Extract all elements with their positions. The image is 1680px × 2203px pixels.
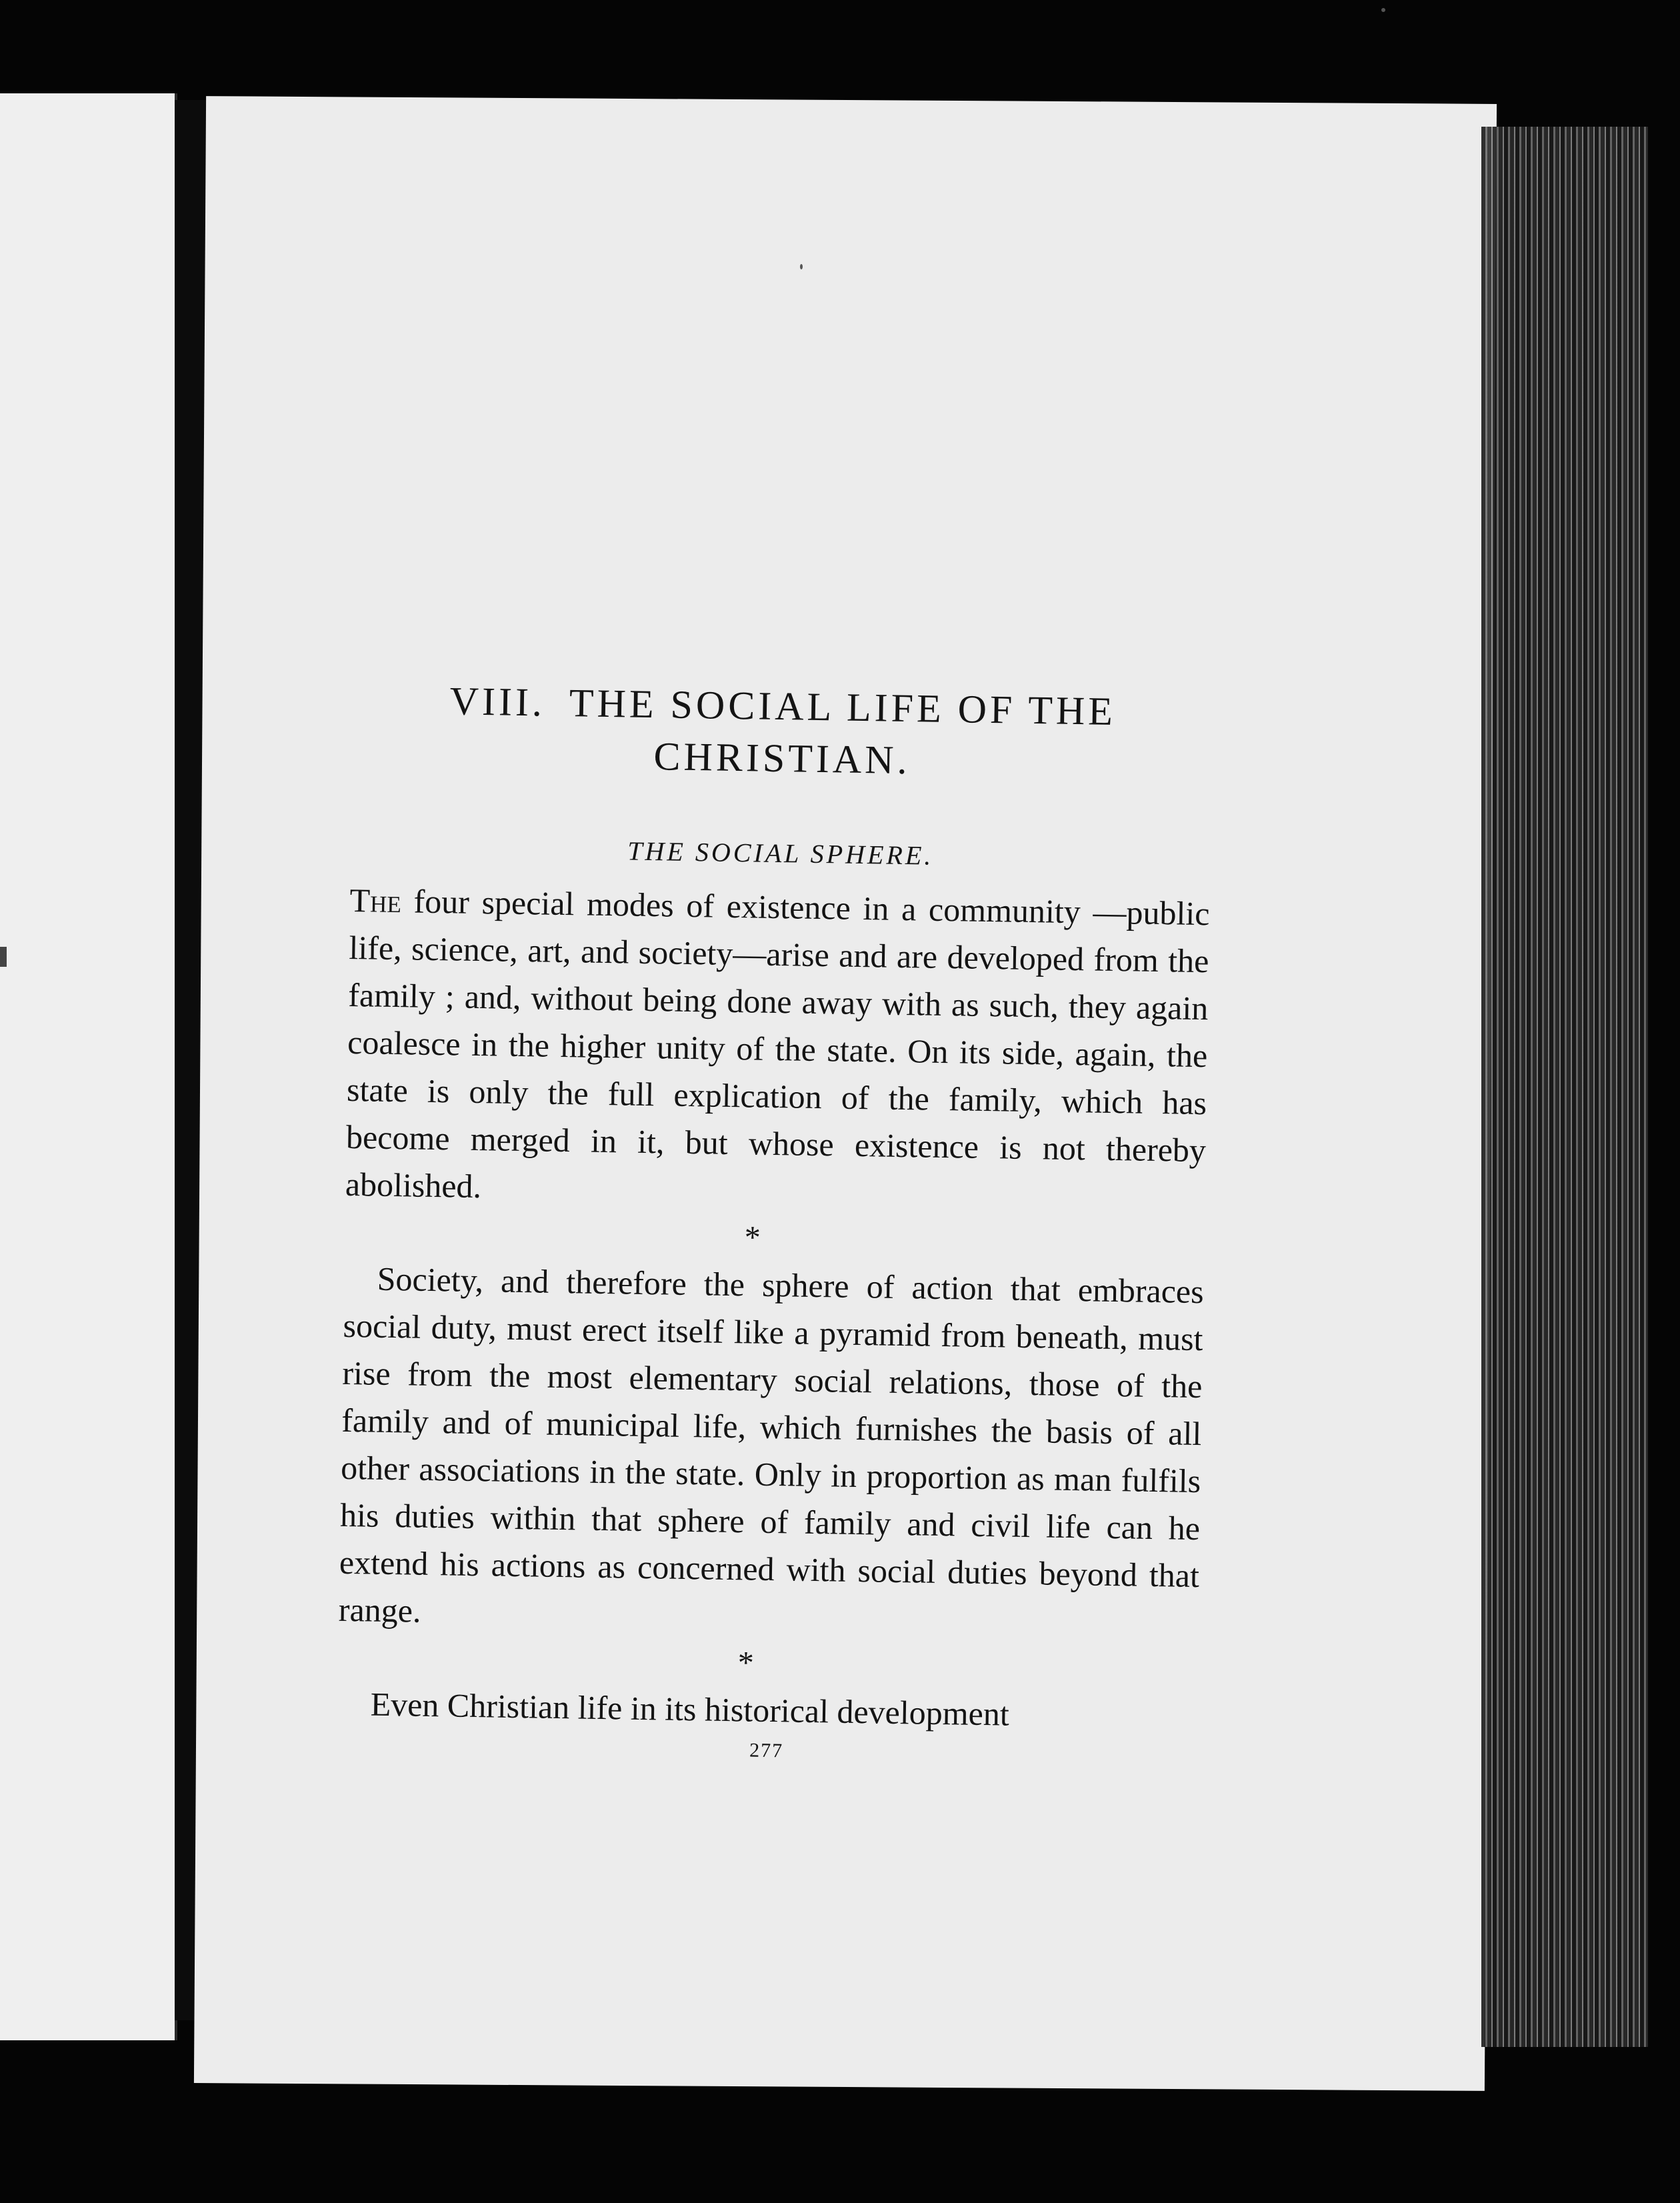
chapter-title-line-1: THE SOCIAL LIFE OF THE [569, 681, 1117, 733]
scan-speck [800, 264, 803, 269]
separator-asterisk-1: * [744, 1220, 761, 1256]
chapter-title [352, 673, 1213, 791]
page-number: 277 [749, 1739, 784, 1762]
paragraph-1-text: four special modes of existence in a community —public life, science, art, and society—arise and are developed from the family ; and, without being done away with as such, they again coalesce in the higher unity of the state. On its side, again, the state is only the full explication of the family, which has become merged in it, but whose existence is not thereby abolished. [345, 882, 1210, 1206]
page-text-block [337, 673, 1213, 1769]
paragraph-1-lead: The [349, 881, 402, 920]
section-heading: THE SOCIAL SPHERE. [627, 835, 934, 871]
scan-speck [1381, 8, 1385, 12]
paragraph-3: Even Christian life in its historical development [370, 1685, 1010, 1733]
separator-asterisk-2: * [737, 1645, 755, 1681]
chapter-numeral: VIII. [449, 679, 546, 725]
chapter-title-line-2: CHRISTIAN. [653, 734, 911, 783]
paragraph-1 [345, 877, 1210, 1222]
page-edges [1481, 127, 1648, 2047]
paragraph-2: Society, and therefore the sphere of action that embraces social duty, must erect itself like a pyramid from beneath, must rise from the most elementary social relations, those of the family and of municipal life, which furnishes the basis of all other associations in the state. Only in proportion as man fulfils his duties within that sphere of family and civil life can he extend his actions as concerned with social duties beyond that range. [338, 1260, 1205, 1630]
margin-mark [0, 947, 7, 967]
facing-page-edge [0, 93, 177, 2040]
